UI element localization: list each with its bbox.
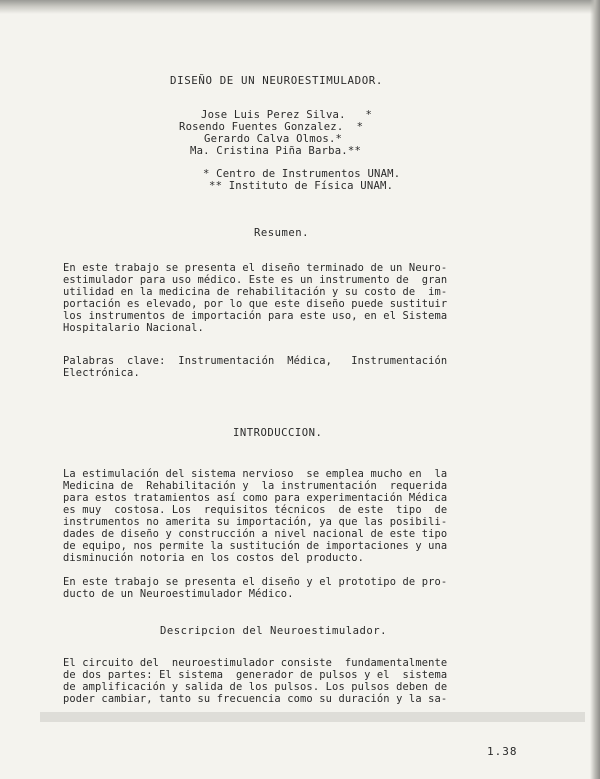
description-heading: Descripcion del Neuroestimulador. bbox=[160, 625, 387, 637]
page-number: 1.38 bbox=[487, 745, 518, 758]
intro-line: ducto de un Neuroestimulador Médico. bbox=[63, 588, 294, 600]
introduction-heading: INTRODUCCION. bbox=[233, 427, 323, 439]
abstract-line: portación es elevado, por lo que este diseño puede sustituir bbox=[63, 298, 448, 310]
intro-line: En este trabajo se presenta el diseño y el prototipo de pro- bbox=[63, 576, 448, 588]
description-line: El circuito del neuroestimulador consiste fundamentalmente bbox=[63, 657, 448, 669]
author-line: Jose Luis Perez Silva. * bbox=[201, 109, 373, 121]
author-line: Ma. Cristina Piña Barba.** bbox=[190, 145, 362, 157]
description-line: de amplificación y salida de los pulsos. Los pulsos deben de bbox=[63, 681, 448, 693]
abstract-line: Hospitalario Nacional. bbox=[63, 322, 204, 334]
abstract-line: utilidad en la medicina de rehabilitación y su costo de im- bbox=[63, 286, 448, 298]
keywords-line: Palabras clave: Instrumentación Médica, Instrumentación bbox=[63, 355, 448, 367]
scan-edge-right bbox=[590, 0, 600, 779]
scan-shadow-bottom bbox=[40, 712, 585, 722]
author-line: Rosendo Fuentes Gonzalez. * bbox=[179, 121, 364, 133]
intro-line: es muy costosa. Los requisitos técnicos de este tipo de bbox=[63, 504, 448, 516]
abstract-line: los instrumentos de importación para este uso, en el Sistema bbox=[63, 310, 448, 322]
intro-line: para estos tratamientos así como para experimentación Médica bbox=[63, 492, 448, 504]
intro-line: dades de diseño y construcción a nivel nacional de este tipo bbox=[63, 528, 448, 540]
intro-line: instrumentos no amerita su importación, ya que las posibili- bbox=[63, 516, 448, 528]
author-line: Gerardo Calva Olmos.* bbox=[204, 133, 343, 145]
abstract-heading: Resumen. bbox=[254, 227, 310, 239]
affiliation-line: * Centro de Instrumentos UNAM. bbox=[203, 168, 401, 180]
description-line: de dos partes: El sistema generador de pulsos y el sistema bbox=[63, 669, 448, 681]
intro-line: La estimulación del sistema nervioso se emplea mucho en la bbox=[63, 468, 448, 480]
paper-title: DISEÑO DE UN NEUROESTIMULADOR. bbox=[170, 74, 384, 87]
intro-line: de equipo, nos permite la sustitución de importaciones y una bbox=[63, 540, 448, 552]
description-line: poder cambiar, tanto su frecuencia como su duración y la sa- bbox=[63, 693, 448, 705]
affiliation-line: ** Instituto de Física UNAM. bbox=[209, 180, 394, 192]
abstract-line: En este trabajo se presenta el diseño terminado de un Neuro- bbox=[63, 262, 448, 274]
scan-edge-top bbox=[0, 0, 600, 14]
intro-line: disminución notoria en los costos del producto. bbox=[63, 552, 365, 564]
abstract-line: estimulador para uso médico. Este es un instrumento de gran bbox=[63, 274, 448, 286]
keywords-line: Electrónica. bbox=[63, 367, 140, 379]
intro-line: Medicina de Rehabilitación y la instrumentación requerida bbox=[63, 480, 448, 492]
